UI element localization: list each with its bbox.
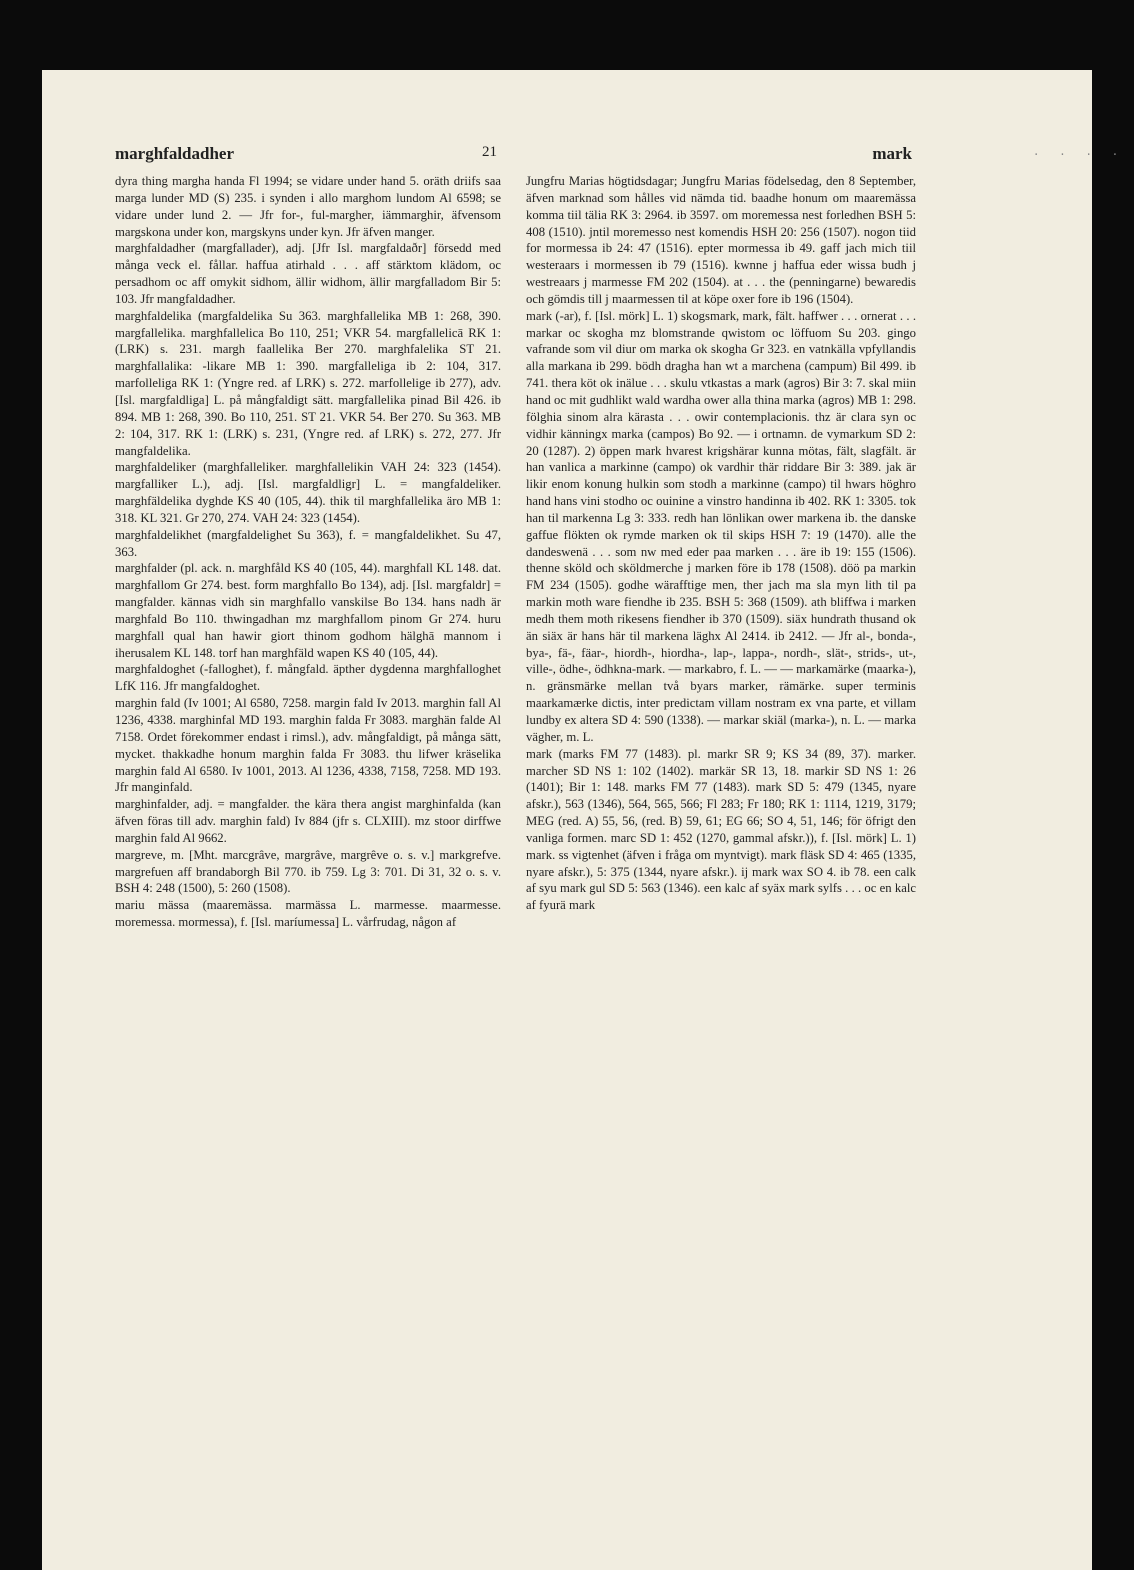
running-header xyxy=(115,144,912,168)
entry-marghfaldeliker: marghfaldeliker (marghfalleliker. marghfallelikin VAH 24: 323 (1454). margfalliker L.), adj. [Isl. margfaldligr] L. = mangfaldeliker. marghfäldelika dyghde KS 40 (105, 44). thik til marghfallelika äro MB 1: 318. KL 321. Gr 270, 274. VAH 24: 323 (1454). xyxy=(115,460,501,525)
entry-marghfaldoghet: marghfaldoghet (-falloghet), f. mångfald. äpther dygdenna marghfalloghet LfK 116. Jfr mangfaldoghet. xyxy=(115,662,501,694)
entry-marghfaldelika: marghfaldelika (margfaldelika Su 363. marghfallelika MB 1: 268, 390. margfallelika. marghfallelica Bo 110, 251; VKR 54. margfallelicā RK 1: (LRK) s. 231. margh faallelika Ber 270. marghfalelika ST 21. marghfallalika: -likare MB 1: 390. margfalleliga ib 2: 104, 317. marfolleliga RK 1: (Yngre red. af LRK) s. 272. marfollelige ib 277), adv. [Isl. margfaldliga] L. på mångfaldigt sätt. margfallelika pinad Bil 426. ib 894. MB 1: 268, 390. Bo 110, 251. ST 21. VKR 54. Ber 270. Su 363. MB 2: 104, 317. RK 1: (LRK) s. 231, (Yngre red. af LRK) s. 272, 277. Jfr mangfaldelika. xyxy=(115,308,501,458)
entry-marghfalder: marghfalder (pl. ack. n. marghfåld KS 40 (105, 44). marghfall KL 148. dat. marghfallom Gr 274. best. form marghfallo Bo 134), adj. [Isl. margfaldr] = mangfalder. kännas vidh sin marghfallo vanskilse Bo 134. hans nadh är marghfald Bo 110. thwingadhan mz marghfallom pinom Gr 274. huru marghfall qual han hawir giort thinom godhom hälghā mannom i iherusalem KL 148. torf han marghfäld wapen KS 40 (105, 44). xyxy=(115,561,501,660)
page-number: 21 xyxy=(482,144,497,160)
entry-mark-field: mark (-ar), f. [Isl. mörk] L. 1) skogsmark, mark, fält. haffwer . . . ornerat . . . markar oc skogha mz blomstrande qwistom oc löffuom Su 203. gingo vafrande som vil diur om marka ok skogha Gr 323. en vatnkälla vpfyllandis alla markana ib 299. bödh dragha han wt a marchena (campum) Bil 499. ib 741. thera köt ok inälue . . . skulu vtkastas a mark (agros) Bir 3: 7. skal miin hand oc mit gudhlikt wald wardha ower alla thina marka (agros) MB 1: 298. fölghia sinom alra kärasta . . . owir contemplacionis. thz är clara syn oc vidhir känningx marka (campos) Bo 92. — i ortnamn. de vymarkum SD 2: 20 (1287). 2) öppen mark hvarest krigshärar kunna mötas, fält, slagfält. är han vanlica a markinne (campo) ok vardhir thär riddare Bir 3: 389. jak är likir enom konung hulkin som stodh a markinne (campo) til hwars höghro hand hans vini stodho oc ouinine a vinstro handinna ib 402. RK 1: 3305. tok han til markenna Lg 3: 333. redh han lönlikan ower markena ib. the danske gaffue flökten ok rymde marken ok til skips HSH 7: 19 (1470). alle the dandeswenä . . . som nw med eder paa marken . . . äre ib 19: 155 (1506). thenne sköld och sköldmerche j marken före ib 178 (1508). döö pa markin FM 234 (1505). godhe wärafftige men, ther jach ma sla myn lith til pa markin moth ware fiendhe ib 235. BSH 5: 368 (1509). ath bliffwa i marken medh them moth rikesens fiendher ib 370 (1509). siäx hundrath thusand ok än siäx är hans här til markena läghx Al 2414. ib 2412. — Jfr al-, bonda-, bya-, fä-, fäar-, hiordh-, hiordha-, lap-, lappa-, nordh-, slät-, strids-, ut-, ville-, ödhe-, ödhkna-mark. — markabro, f. L. — — markamärke (maarka-), n. gränsmärke mellan två byars marker, rämärke. super terminis maarkamærke dictis, inter predictam villam nostram ex vna parte, et villam lundby ex altera SD 4: 590 (1338). — markar skiäl (marka-), n. L. — marka vägher, m. L. xyxy=(526,308,916,744)
entry-marghinfalder: marghinfalder, adj. = mangfalder. the kära thera angist marghinfalda (kan äfven föras till adv. marghin fald) Iv 884 (jfr s. CLXIII). mz stoor dirffwe marghin fald Al 9662. xyxy=(115,797,501,845)
edge-marks: · · · · xyxy=(1034,148,1126,163)
dictionary-page xyxy=(42,70,1092,1570)
header-last-headword: mark xyxy=(872,144,912,163)
entry-marghin-fald: marghin fald (Iv 1001; Al 6580, 7258. margin fald Iv 2013. marghin fall Al 1236, 4338. marghinfal MD 193. marghin falda Fr 3083. marghän falde Al 7158. Ordet förekommer endast i rimsl.), adv. mångfaldigt, på många sätt, mycket. thakkadhe honum marghin falda Fr 3083. thu lifwer kräselika marghin fald Al 6580. Iv 1001, 2013. Al 1236, 4338, 7158, 7258. MD 193. Jfr manginfald. xyxy=(115,696,501,795)
left-column xyxy=(115,173,501,931)
entry-marghfaldelikhet: marghfaldelikhet (margfaldelighet Su 363), f. = mangfaldelikhet. Su 47, 363. xyxy=(115,527,501,559)
right-column xyxy=(526,173,916,914)
header-first-headword: marghfaldadher xyxy=(115,144,234,163)
entry-marghfaldadher: marghfaldadher (margfallader), adj. [Jfr Isl. margfaldaðr] försedd med många veck el. fållar. haffua atirhald . . . aff stärktom klädom, oc persadhom oc aff omykit sidhom, ällir widhom, ällir margfalladom Bir 5: 103. Jfr mangfaldadher. xyxy=(115,241,501,306)
entry-continuation: dyra thing margha handa Fl 1994; se vidare under hand 5. oräth driifs saa marga lunder MD (S) 235. i synden i allo marghom lundom Al 6598; se vidare under lund 2. — Jfr for-, ful-margher, iämmarghir, äfvensom margskona under kon, margskyns under kyn. Jfr äfven manger. xyxy=(115,174,501,239)
entry-mariu-massa-continued: Jungfru Marias högtidsdagar; Jungfru Marias födelsedag, den 8 September, äfven marknad som hålles vid nämda tid. baadhe honum om maaremässa komma tiil tälia RK 3: 2964. ib 3597. om moremessa nest forledhen BSH 5: 408 (1510). jntil moremesso nest komendis HSH 20: 256 (1507). nogon tiid for mormessa ib 24: 47 (1516). epter mormessa ib 49. gaff jach mich tiil westeraars i mormessen ib 79 (1516). kwnne j haffua eder wissa budh j westreaars j marmesse FM 202 (1504). at . . . the (penningarne) bewaredis och gömdis till j maarmessen til at köpe oxer fore ib 196 (1504). xyxy=(526,174,916,306)
entry-margreve: margreve, m. [Mht. marcgrâve, margrâve, margrêve o. s. v.] markgrefve. margrefuen aff brandaborgh Bil 770. ib 759. Lg 3: 701. Di 31, 32 o. s. v. BSH 4: 248 (1500), 5: 260 (1508). xyxy=(115,847,501,896)
entry-mark-weight: mark (marks FM 77 (1483). pl. markr SR 9; KS 34 (89, 37). marker. marcher SD NS 1: 102 (1402). markär SR 13, 18. markir SD NS 1: 26 (1401); Bir 1: 148. marks FM 77 (1483). mark SD 5: 479 (1345, nyare afskr.), 563 (1346), 564, 565, 566; Fl 283; Fr 180; RK 1: 1114, 1219, 3179; MEG (red. A) 55, 56, (red. B) 59, 61; EG 66; SO 4, 51, 146; för öfrigt den vanliga formen. marc SD 1: 452 (1270, gammal afskr.)), f. [Isl. mörk] L. 1) mark. ss vigtenhet (äfven i fråga om myntvigt). mark fläsk SD 4: 465 (1335, nyare afskr.), 5: 375 (1344, nyare afskr.). ij mark wax SO 4. ib 78. een calk af syu mark gul SD 5: 563 (1346). een kalc af syäx mark sylfs . . . oc en kalc af fyurä mark xyxy=(526,746,916,913)
entry-mariu-massa: mariu mässa (maaremässa. marmässa L. marmesse. maarmesse. moremessa. mormessa), f. [Isl. maríumessa] L. vårfrudag, någon af xyxy=(115,898,501,930)
